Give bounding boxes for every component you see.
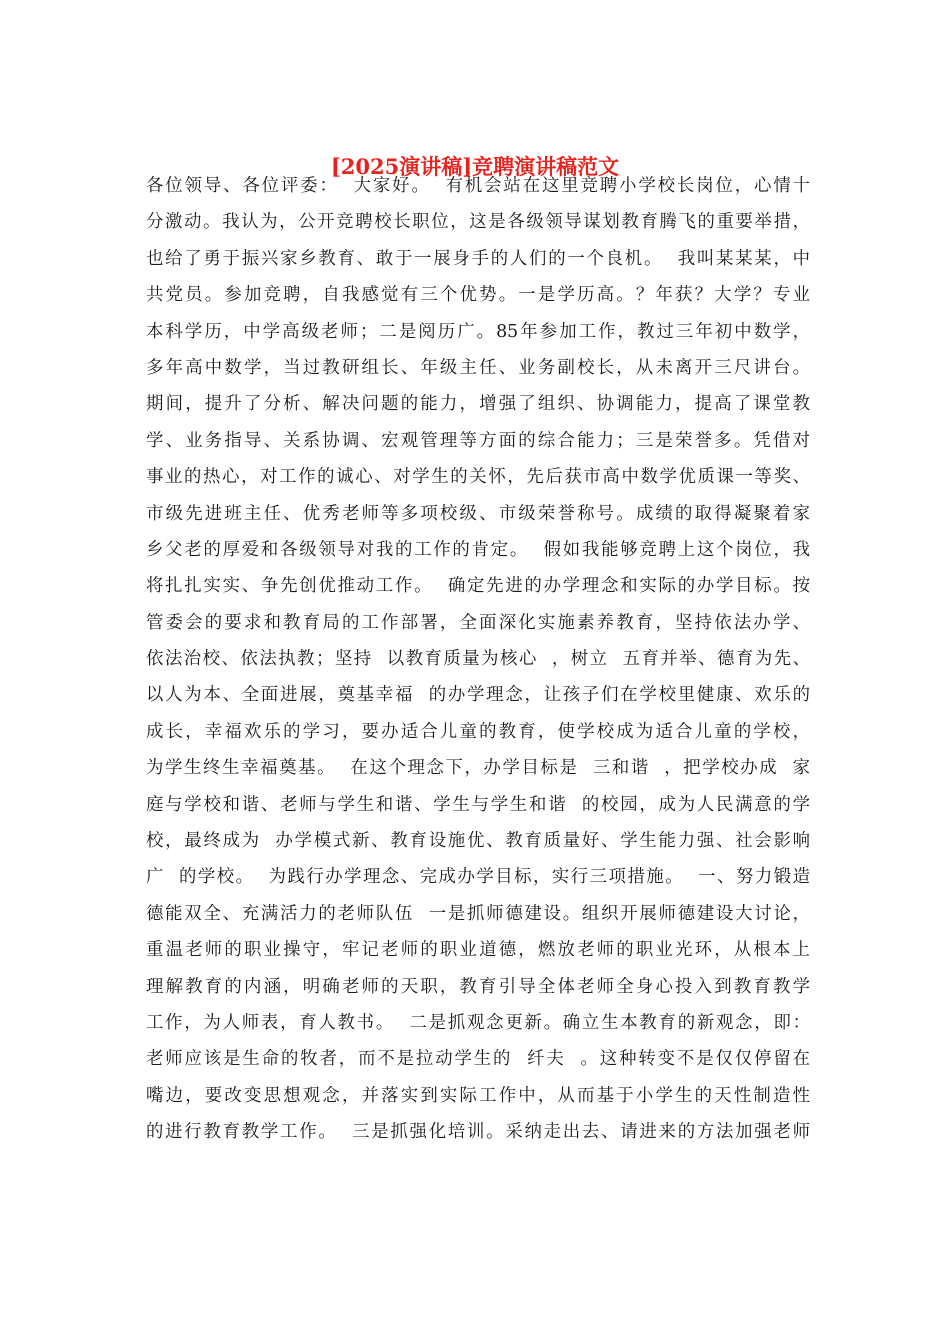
document-title: [2025演讲稿]竞聘演讲稿范文 <box>330 154 620 179</box>
body-text-line: 管委会的要求和教育局的工作部署，全面深化实施素养教育，坚持依法办学、 <box>146 612 810 633</box>
body-text-line: 本科学历，中学高级老师；二是阅历广。85年参加工作，教过三年初中数学， <box>146 321 810 342</box>
body-text-line: 嘴边，要改变思想观念，并落实到实际工作中，从而基于小学生的天性制造性 <box>146 1085 810 1106</box>
body-text-line: 的进行教育教学工作。 三是抓强化培训。采纳走出去、请进来的方法加强老师 <box>146 1122 810 1143</box>
body-text-line: 重温老师的职业操守，牢记老师的职业道德，燃放老师的职业光环，从根本上 <box>146 940 810 961</box>
body-text-line: 各位领导、各位评委： 大家好。 有机会站在这里竞聘小学校长岗位，心情十 <box>146 176 810 196</box>
body-text-line: 期间，提升了分析、解决问题的能力，增强了组织、协调能力，提高了课堂教 <box>146 394 810 415</box>
body-text-line: 以人为本、全面进展，奠基幸福 的办学理念，让孩子们在学校里健康、欢乐的 <box>146 685 810 706</box>
body-text-line: 广 的学校。 为践行办学理念、完成办学目标，实行三项措施。 一、努力锻造 <box>146 867 810 888</box>
body-text-line: 依法治校、依法执教；坚持 以教育质量为核心 ，树立 五育并举、德育为先、 <box>146 649 810 670</box>
body-text-line: 德能双全、充满活力的老师队伍 一是抓师德建设。组织开展师德建设大讨论， <box>146 903 810 924</box>
body-text-line: 校，最终成为 办学模式新、教育设施优、教育质量好、学生能力强、社会影响 <box>146 831 810 852</box>
body-text-line: 乡父老的厚爱和各级领导对我的工作的肯定。 假如我能够竞聘上这个岗位，我 <box>146 539 810 560</box>
document-body <box>146 168 810 1151</box>
body-text-line: 将扎扎实实、争先创优推动工作。 确定先进的办学理念和实际的办学目标。按 <box>146 576 810 597</box>
body-text-line: 理解教育的内涵，明确老师的天职，教育引导全体老师全身心投入到教育教学 <box>146 976 810 997</box>
body-text-line: 为学生终生幸福奠基。 在这个理念下，办学目标是 三和谐 ，把学校办成 家 <box>146 758 810 779</box>
body-text-line: 庭与学校和谐、老师与学生和谐、学生与学生和谐 的校园，成为人民满意的学 <box>146 794 810 815</box>
body-text-line: 工作，为人师表，育人教书。 二是抓观念更新。确立生本教育的新观念，即： <box>146 1012 810 1033</box>
body-text-line: 共党员。参加竞聘，自我感觉有三个优势。一是学历高。？年获？大学？专业 <box>146 285 810 306</box>
body-text-line: 分激动。我认为，公开竞聘校长职位，这是各级领导谋划教育腾飞的重要举措， <box>146 212 810 233</box>
body-text-line: 事业的热心，对工作的诚心、对学生的关怀，先后获市高中数学优质课一等奖、 <box>146 467 810 488</box>
body-text-line: 老师应该是生命的牧者，而不是拉动学生的 纤夫 。这种转变不是仅仅停留在 <box>146 1049 810 1070</box>
body-text-line: 学、业务指导、关系协调、宏观管理等方面的综合能力；三是荣誉多。凭借对 <box>146 430 810 451</box>
body-text-line: 成长，幸福欢乐的学习，要办适合儿童的教育，使学校成为适合儿童的学校， <box>146 721 810 742</box>
body-text-line: 也给了勇于振兴家乡教育、敢于一展身手的人们的一个良机。 我叫某某某，中 <box>146 248 810 269</box>
body-text-line: 市级先进班主任、优秀老师等多项校级、市级荣誉称号。成绩的取得凝聚着家 <box>146 503 810 524</box>
body-text-line: 多年高中数学，当过教研组长、年级主任、业务副校长，从未离开三尺讲台。 <box>146 357 810 378</box>
